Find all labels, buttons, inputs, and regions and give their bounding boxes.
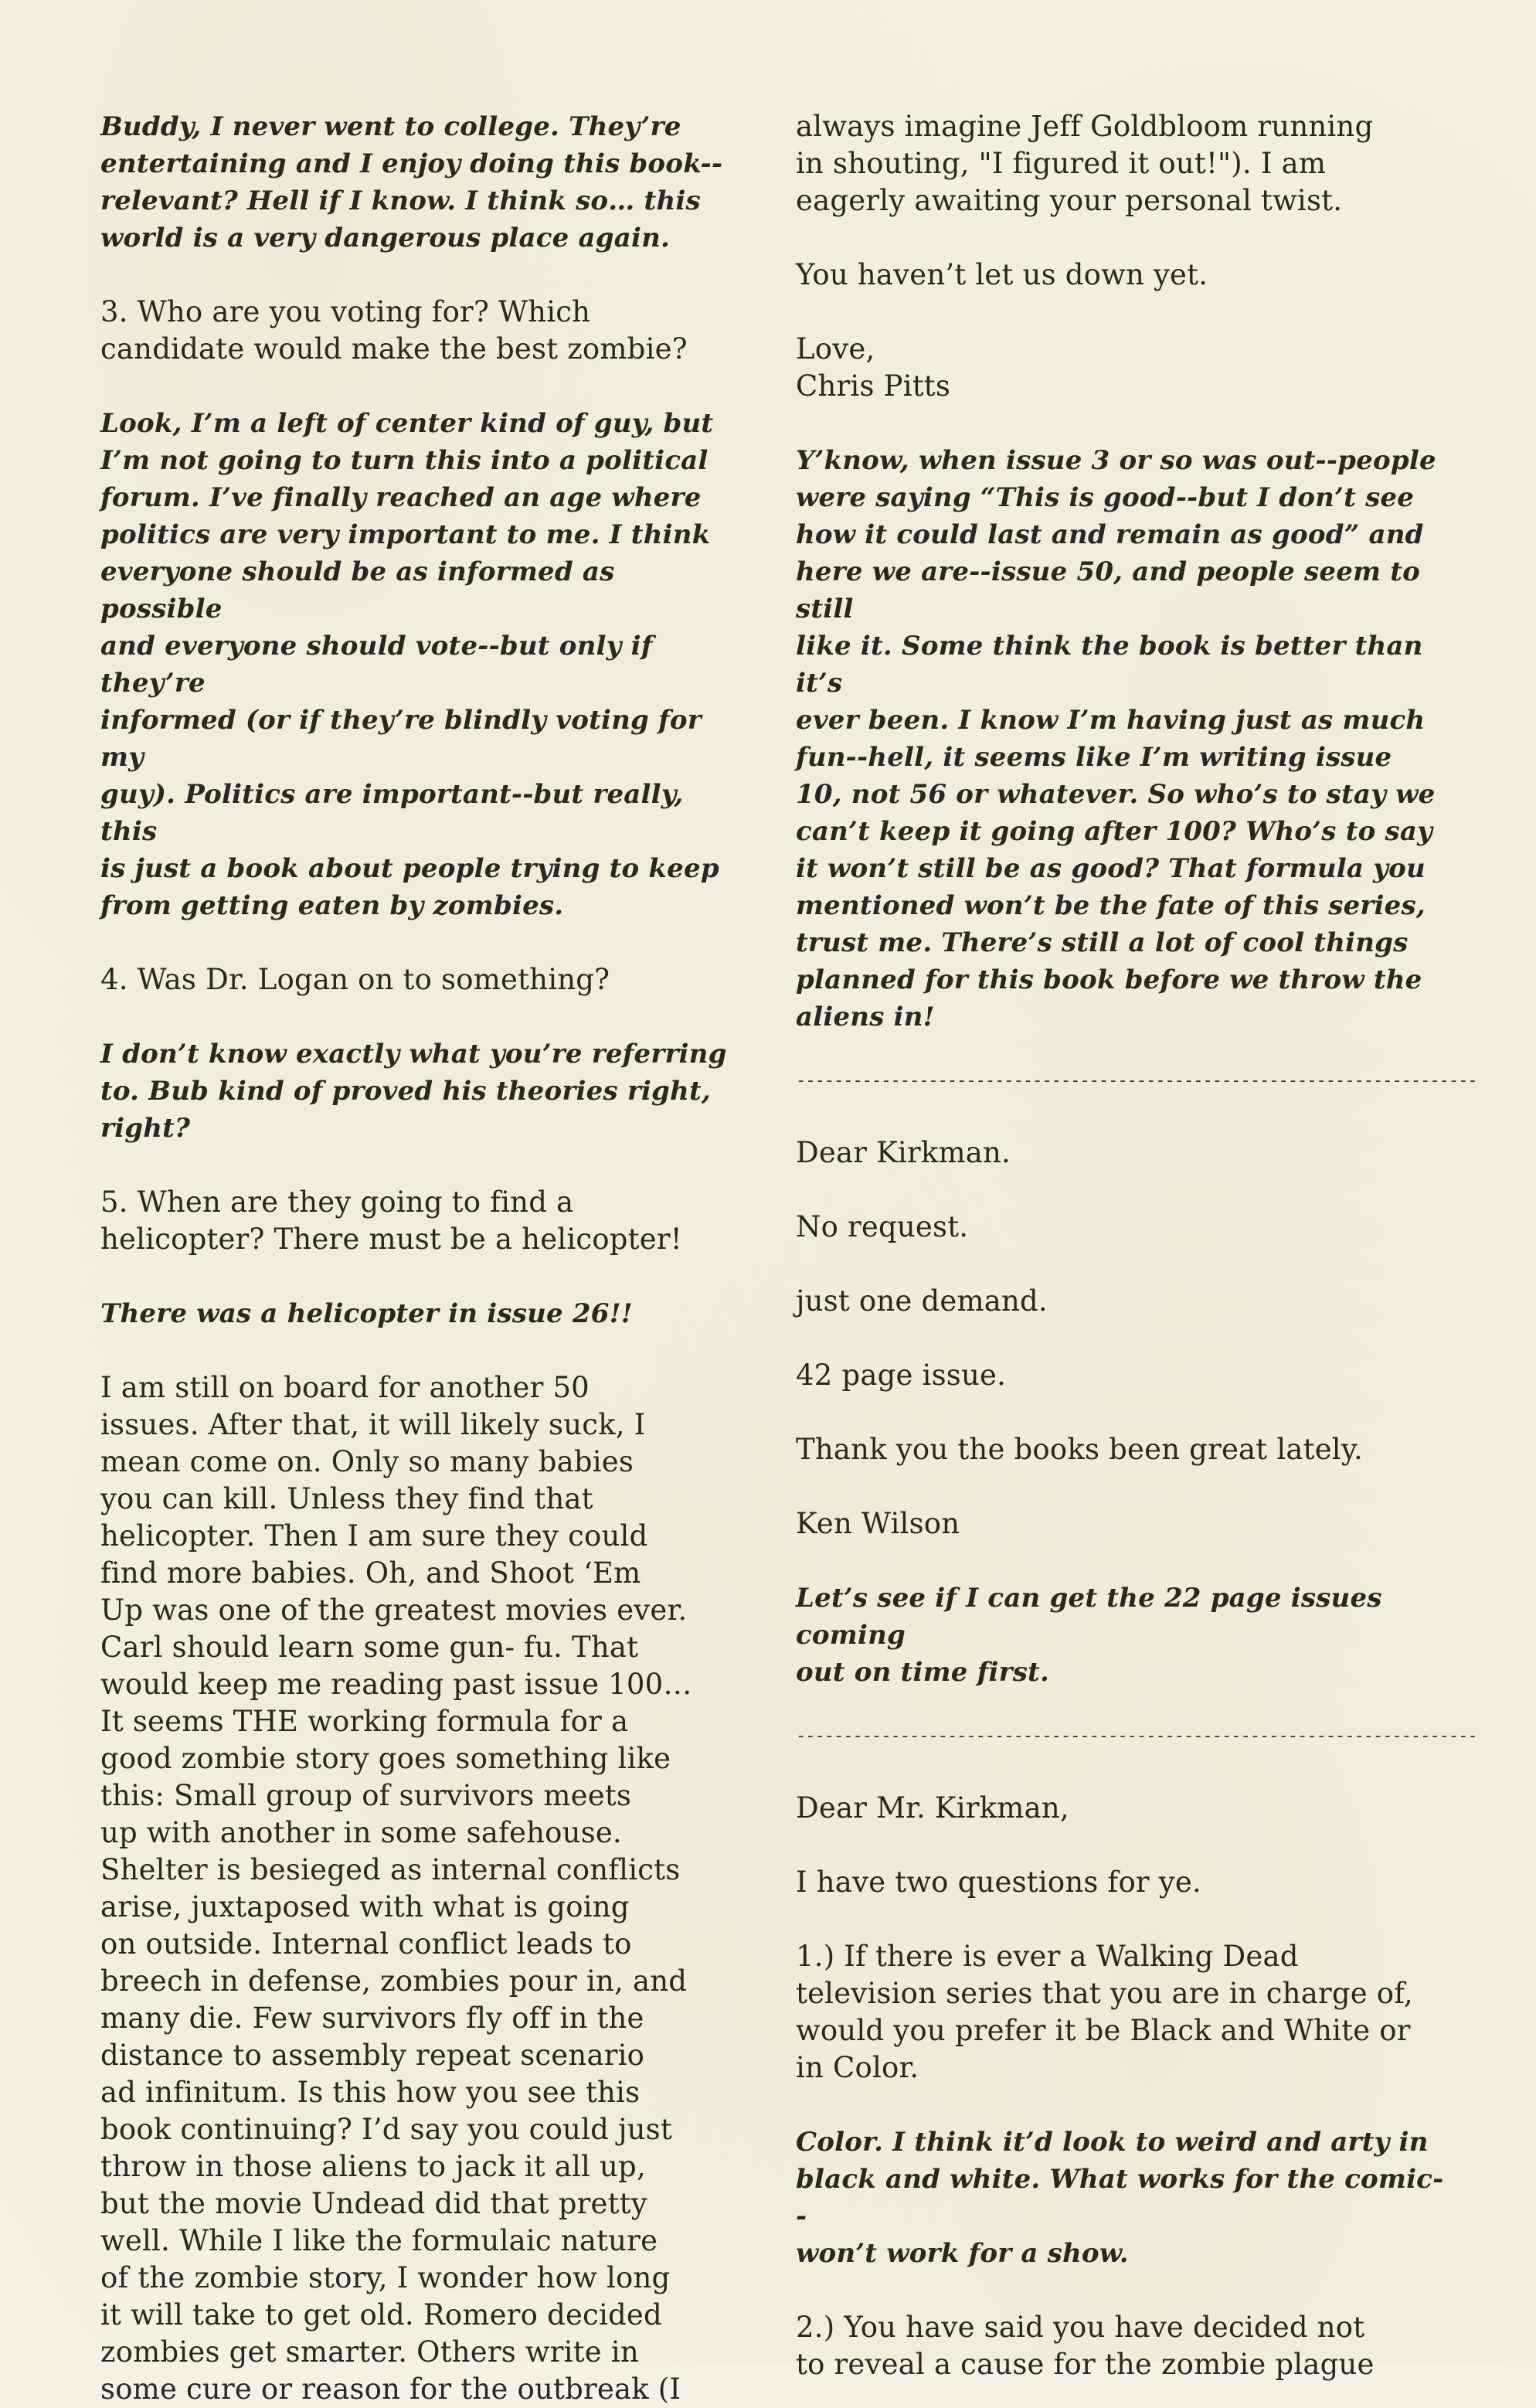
reply-helicopter: There was a helicopter in issue 26!! bbox=[100, 1298, 633, 1329]
question-zombie-cause: 2.) You have said you have decided not to reveal a cause for the zombie plague bbox=[796, 2311, 1375, 2381]
reply-dr-logan: I don’t know exactly what you’re referring to. Bub kind of proved his theories right, right? bbox=[100, 1039, 727, 1144]
question-dr-logan: 4. Was Dr. Logan on to something? bbox=[100, 963, 610, 996]
salutation-dear-kirkman: Dear Kirkman. bbox=[796, 1136, 1011, 1169]
reply-politics: Look, I’m a left of center kind of guy, but I’m not going to turn this into a political forum. I’ve finally reached an age where politics are very important to me. I think everyone should be as informed as possible and everyone should vote--but only if they’re informed (or if they’re blindly voting for my guy). Politics are important--but really, this is just a book about people trying to keep from getting eaten by zombies. bbox=[100, 408, 719, 921]
reply-college: Buddy, I never went to college. They’re entertaining and I enjoy doing this book-- relevant? Hell if I know. I think so… this world is a very dangerous place again. bbox=[100, 111, 723, 253]
question-helicopter: 5. When are they going to find a helicopter? There must be a helicopter! bbox=[100, 1185, 682, 1256]
letter-line-no-request: No request. bbox=[796, 1210, 969, 1243]
left-column bbox=[100, 108, 734, 2408]
section-divider: ------------------------------------------------------------------------ bbox=[796, 1726, 1477, 1746]
signature-chris-pitts: Love, Chris Pitts bbox=[796, 332, 951, 403]
section-divider: ------------------------------------------------------------------------ bbox=[796, 1071, 1477, 1090]
letter-line-thank-you: Thank you the books been great lately. bbox=[796, 1433, 1363, 1466]
letter-continued: always imagine Jeff Goldbloom running in shouting, "I figured it out!"). I am eagerly awaiting your personal twist. bbox=[796, 110, 1374, 217]
letter-line-42-page: 42 page issue. bbox=[796, 1359, 1007, 1392]
salutation-dear-mr-kirkman: Dear Mr. Kirkman, bbox=[796, 1791, 1069, 1825]
reply-tv-color: Color. I think it’d look to weird and arty in black and white. What works for the comic-- won’t work for a show. bbox=[796, 2127, 1444, 2269]
reply-ken-wilson: Let’s see if I can get the 22 page issues coming out on time first. bbox=[796, 1583, 1382, 1688]
question-voting: 3. Who are you voting for? Which candidate would make the best zombie? bbox=[100, 295, 688, 366]
signature-ken-wilson: Ken Wilson bbox=[796, 1507, 960, 1540]
letter-body-formula: I am still on board for another 50 issues. After that, it will likely suck, I mean come on. Only so many babies you can kill. Unless they find that helicopter. Then I am sure they could find more babies. Oh, and Shoot ‘Em Up was one of the greatest movies ever. Carl should learn some gun- fu. That would keep me reading past issue 100… It seems THE working formula for a good zombie story goes something like this: Small group of survivors meets up with another in some safehouse. Shelter is besieged as internal conflicts arise, juxtaposed with what is going on outside. Internal conflict leads to breech in defense, zombies pour in, and many die. Few survivors fly off in the distance to assembly repeat scenario ad infinitum. Is this how you see this book continuing? I’d say you could just throw in those aliens to jack it all up, but the movie Undead did that pretty well. While I like the formulaic nature of the zombie story, I wonder how long it will take to get old. Romero decided zombies get smarter. Others write in some cure or reason for the outbreak (I bbox=[100, 1371, 692, 2406]
reply-chris-pitts: Y’know, when issue 3 or so was out--people were saying “This is good--but I don’t see how it could last and remain as good” and here we are--issue 50, and people seem to still like it. Some think the book is better than it’s ever been. I know I’m having just as much fun--hell, it seems like I’m writing issue 10, not 56 or whatever. So who’s to stay we can’t keep it going after 100? Who’s to say it won’t still be as good? That formula you mentioned won’t be the fate of this series, trust me. There’s still a lot of cool things planned for this book before we throw the aliens in! bbox=[796, 445, 1436, 1032]
right-column bbox=[796, 108, 1477, 2383]
letter-line-demand: just one demand. bbox=[796, 1284, 1048, 1318]
question-tv-color: 1.) If there is ever a Walking Dead television series that you are in charge of, would you prefer it be Black and White or in Color. bbox=[796, 1940, 1413, 2084]
letter-closing-line: You haven’t let us down yet. bbox=[796, 258, 1208, 291]
letter-line-two-questions: I have two questions for ye. bbox=[796, 1866, 1201, 1899]
